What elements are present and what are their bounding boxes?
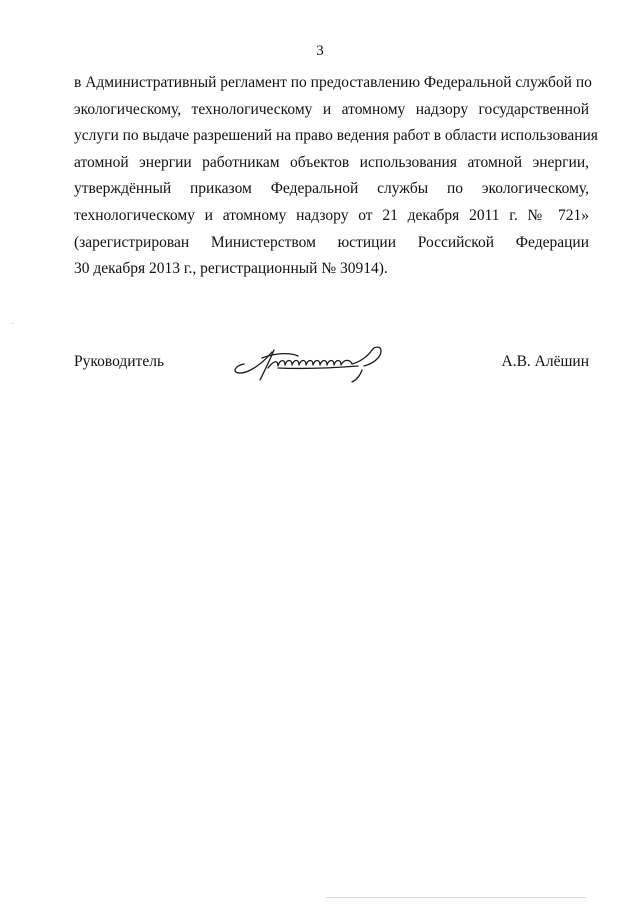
body-text-line: 30 декабря 2013 г., регистрационный № 30914).: [74, 260, 388, 278]
handwritten-signature: [232, 340, 412, 384]
body-text-line: технологическому и атомному надзору от 21 декабря 2011 г. № 721»: [74, 206, 589, 224]
signature-strokes: [235, 347, 381, 382]
body-text-line: утверждённый приказом Федеральной службы по экологическому,: [74, 180, 589, 198]
body-text-line: в Административный регламент по предоставлению Федеральной службой по: [74, 74, 592, 91]
body-text-line: (зарегистрирован Министерством юстиции Российской Федерации: [74, 233, 589, 251]
scan-edge-mark: [12, 323, 13, 324]
body-text-line: атомной энергии работникам объектов использования атомной энергии,: [74, 153, 589, 171]
signer-name: А.В. Алёшин: [501, 353, 589, 370]
scan-bottom-edge: [326, 897, 586, 898]
document-body-text: [74, 70, 598, 283]
signature-block: [74, 340, 589, 380]
signer-position-title: Руководитель: [74, 353, 165, 370]
page-number: 3: [316, 43, 324, 59]
body-text-line: услуги по выдаче разрешений на право ведения работ в области использования: [74, 127, 598, 145]
body-text-line: экологическому, технологическому и атомному надзору государственной: [74, 100, 589, 118]
